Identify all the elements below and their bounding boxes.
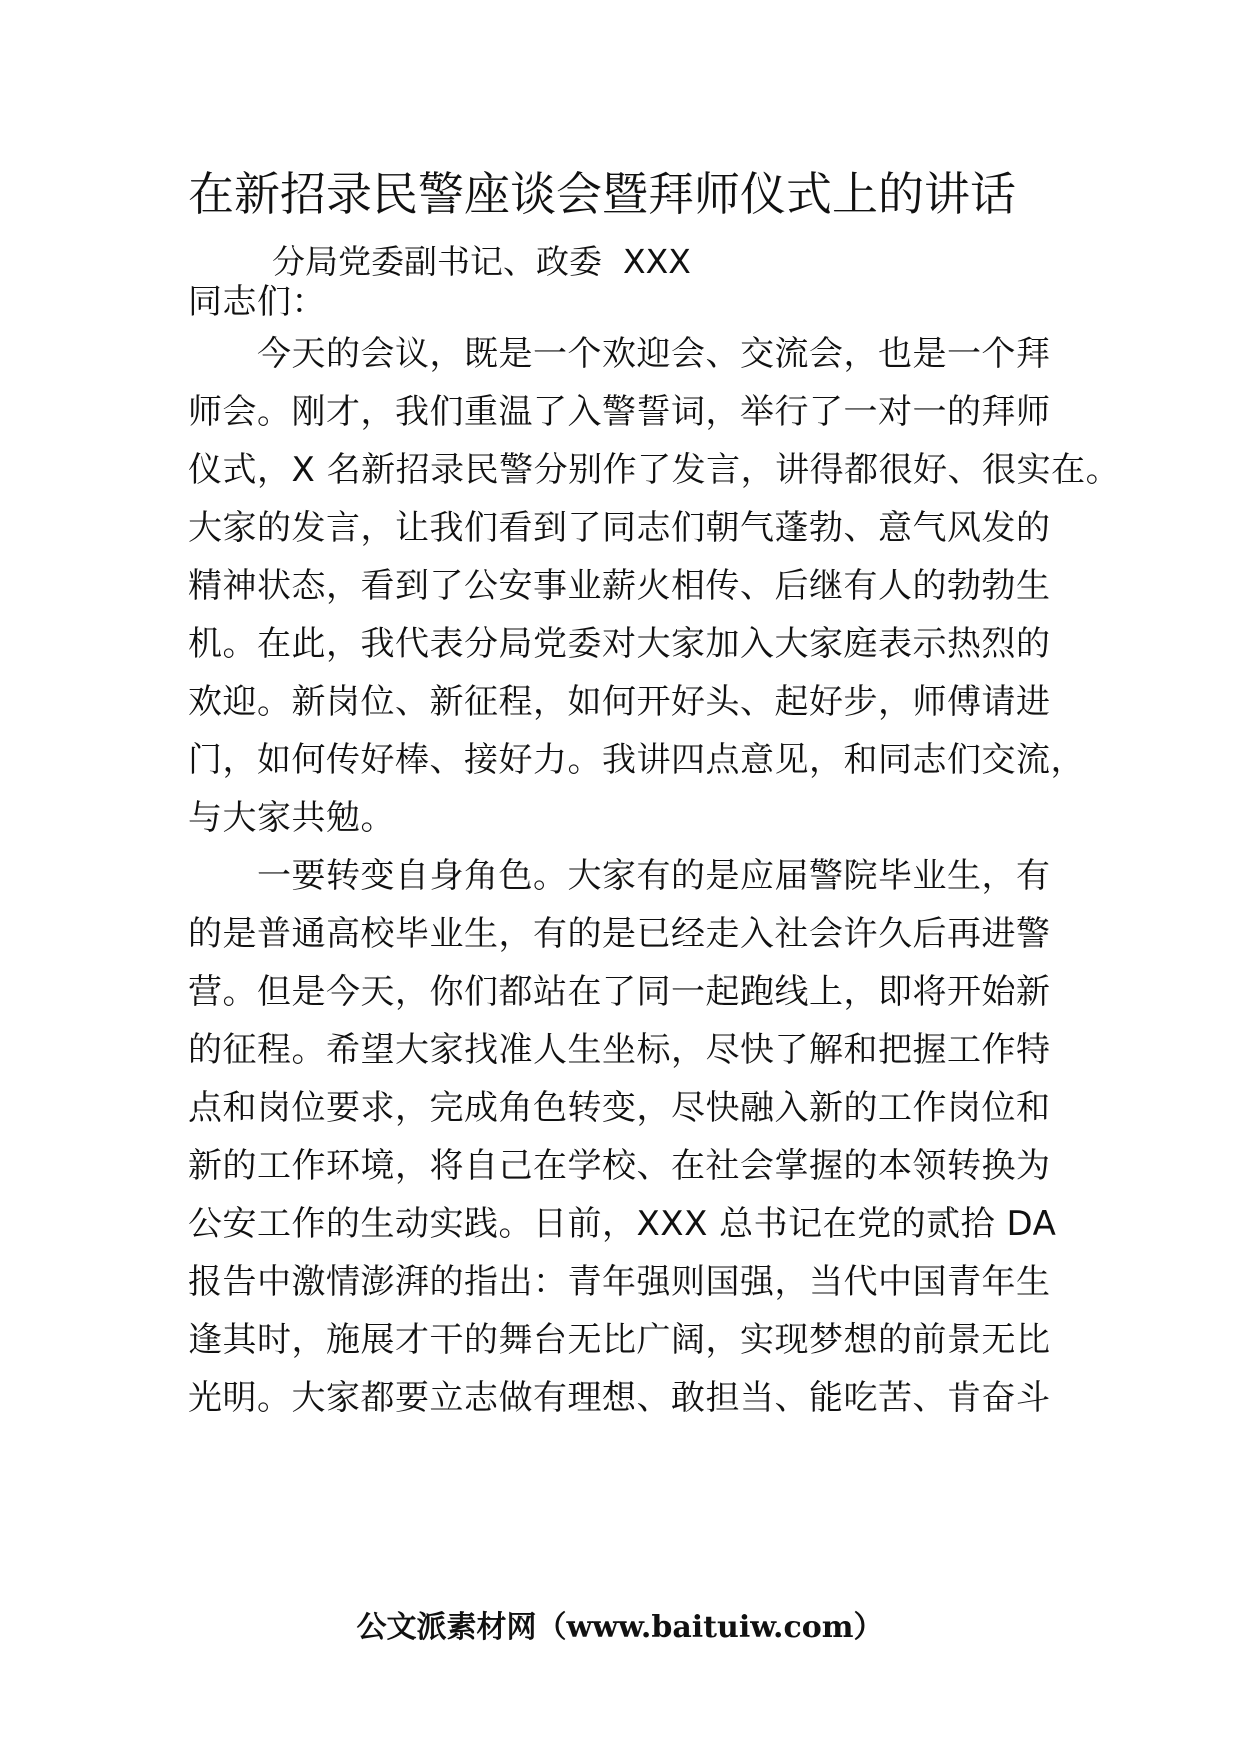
paragraph-line: 大家的发言，让我们看到了同志们朝气蓬勃、意气风发的 [188, 508, 1051, 548]
paragraph-line: 今天的会议，既是一个欢迎会、交流会，也是一个拜 [188, 334, 1051, 374]
document-title: 在新招录民警座谈会暨拜师仪式上的讲话 [188, 167, 1016, 221]
paragraph-line: 的征程。希望大家找准人生坐标，尽快了解和把握工作特 [188, 1030, 1051, 1070]
paragraph-line: 欢迎。新岗位、新征程，如何开好头、起好步，师傅请进 [188, 682, 1051, 722]
paragraph-line: 仪式，X 名新招录民警分别作了发言，讲得都很好、很实在。 [188, 450, 1121, 490]
paragraph-line: 光明。大家都要立志做有理想、敢担当、能吃苦、肯奋斗 [188, 1378, 1051, 1418]
paragraph-line: 门，如何传好棒、接好力。我讲四点意见，和同志们交流， [188, 740, 1085, 780]
paragraph-line: 精神状态，看到了公安事业薪火相传、后继有人的勃勃生 [188, 566, 1051, 606]
paragraph-line: 机。在此，我代表分局党委对大家加入大家庭表示热烈的 [188, 624, 1051, 664]
paragraph-line: 的是普通高校毕业生，有的是已经走入社会许久后再进警 [188, 914, 1051, 954]
document-author: 分局党委副书记、政委 XXX [272, 242, 691, 281]
paragraph-line: 点和岗位要求，完成角色转变，尽快融入新的工作岗位和 [188, 1088, 1051, 1128]
salutation: 同志们： [188, 282, 326, 322]
paragraph-line: 公安工作的生动实践。日前，XXX 总书记在党的贰拾 DA [188, 1204, 1057, 1244]
paragraph-line: 新的工作环境，将自己在学校、在社会掌握的本领转换为 [188, 1146, 1051, 1186]
paragraph-line: 师会。刚才，我们重温了入警誓词，举行了一对一的拜师 [188, 392, 1051, 432]
paragraph-line: 营。但是今天，你们都站在了同一起跑线上，即将开始新 [188, 972, 1051, 1012]
paragraph-line: 报告中激情澎湃的指出：青年强则国强，当代中国青年生 [188, 1262, 1051, 1302]
paragraph-line: 一要转变自身角色。大家有的是应届警院毕业生，有 [188, 856, 1051, 896]
footer-watermark: 公文派素材网（www.baituiw.com） [356, 1610, 884, 1645]
paragraph-line: 逢其时，施展才干的舞台无比广阔，实现梦想的前景无比 [188, 1320, 1051, 1360]
paragraph-line: 与大家共勉。 [188, 798, 395, 838]
